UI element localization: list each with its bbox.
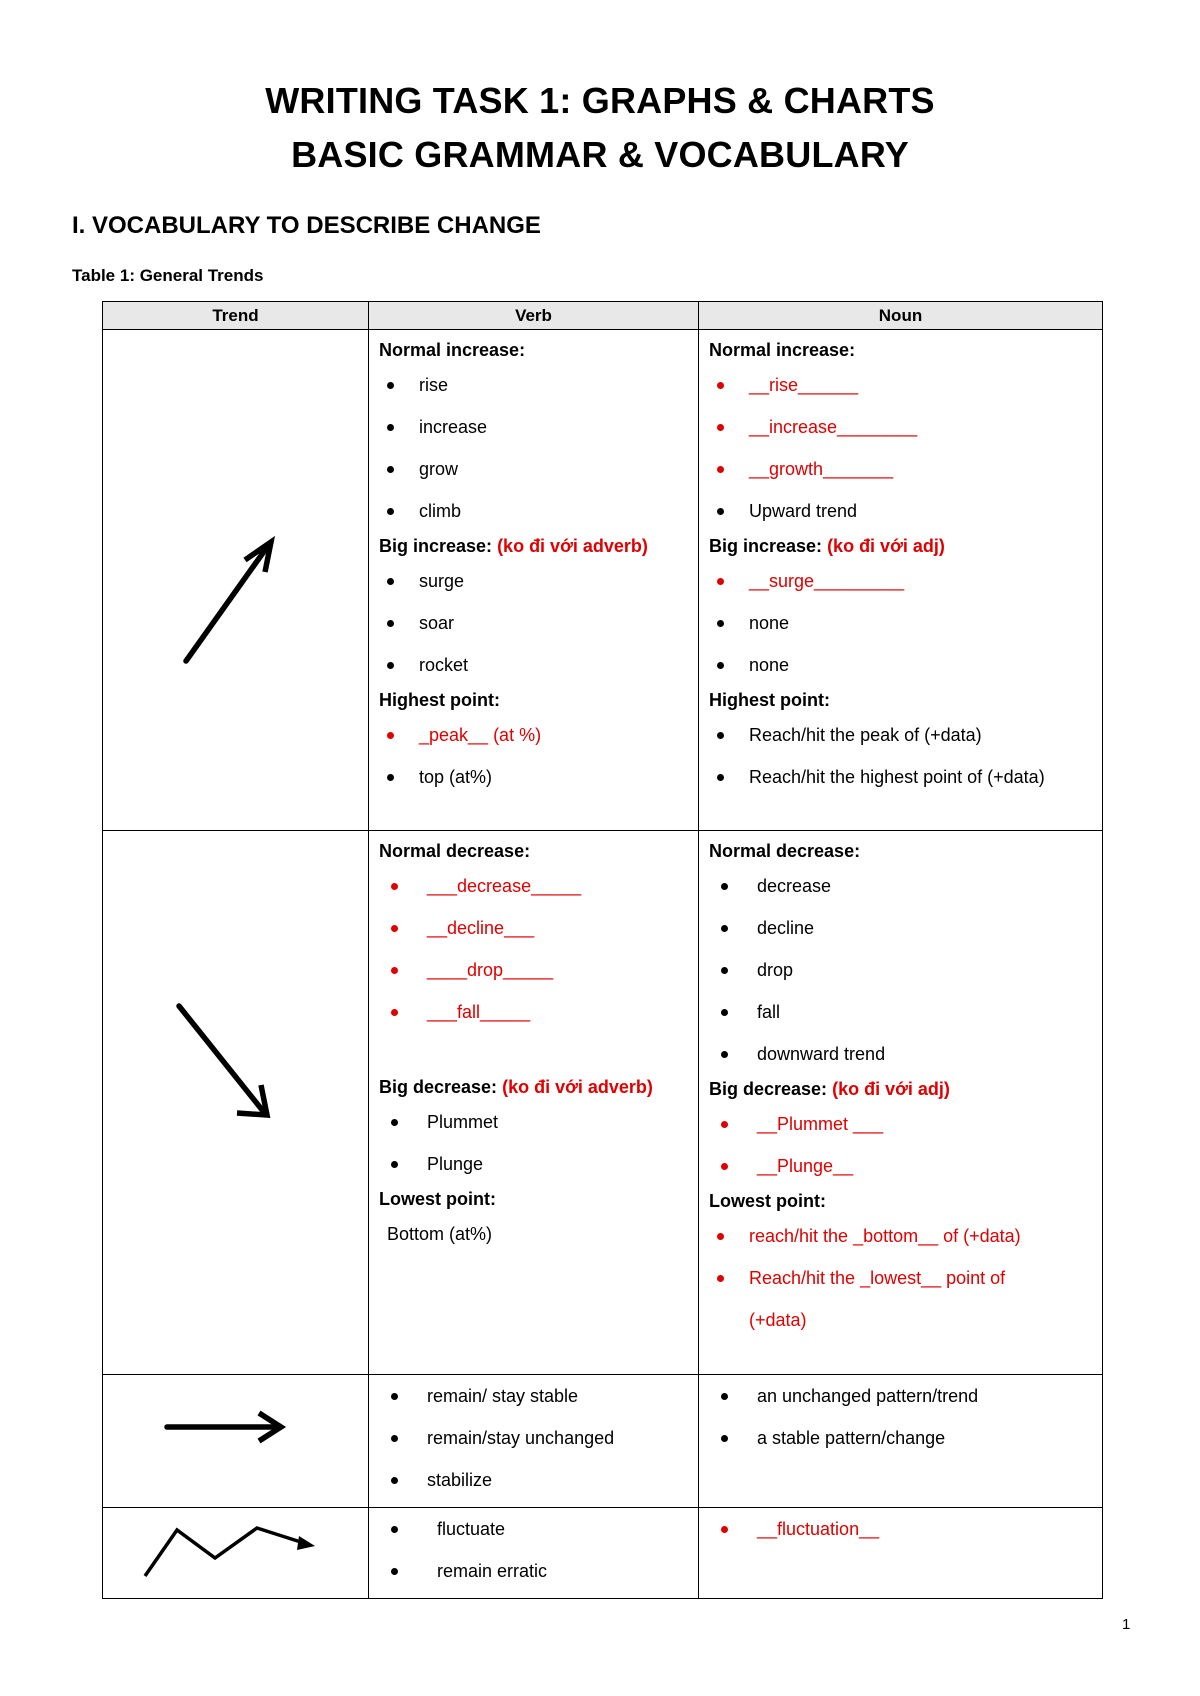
section-heading: I. VOCABULARY TO DESCRIBE CHANGE — [72, 212, 541, 239]
normal-increase-label: Normal increase: — [709, 340, 856, 360]
verb-cell-decrease — [369, 831, 699, 1375]
list-item: remain erratic — [379, 1550, 688, 1592]
list-item: drop — [709, 949, 1092, 991]
big-increase-label: Big increase: — [379, 536, 493, 556]
trend-cell-stable — [103, 1375, 369, 1508]
list-item: __fluctuation__ — [709, 1508, 1092, 1550]
highest-point-label: Highest point: — [709, 690, 830, 710]
table-caption: Table 1: General Trends — [72, 266, 264, 285]
normal-decrease-label: Normal decrease: — [709, 841, 861, 861]
arrow-up-right-icon — [103, 330, 369, 830]
trend-cell-fluctuate — [103, 1508, 369, 1599]
list-item: __decline___ — [379, 907, 688, 949]
list-item: increase — [379, 406, 688, 448]
list-item: __surge_________ — [709, 560, 1092, 602]
column-header-verb: Verb — [369, 302, 699, 330]
fluctuate-noun-list — [709, 1508, 1092, 1550]
big-decrease-noun-list — [709, 1103, 1092, 1187]
list-item: none — [709, 602, 1092, 644]
list-item: rocket — [379, 644, 688, 686]
list-item: top (at%) — [379, 756, 688, 798]
table-row-fluctuate — [103, 1508, 1103, 1599]
document-title-line2: BASIC GRAMMAR & VOCABULARY — [291, 134, 909, 175]
big-decrease-note: (ko đi với adverb) — [502, 1077, 653, 1097]
big-increase-noun-list — [709, 560, 1092, 686]
list-item: __Plummet ___ — [709, 1103, 1092, 1145]
list-item: Plummet — [379, 1101, 688, 1143]
list-item: Upward trend — [709, 490, 1092, 532]
noun-cell-decrease — [699, 831, 1103, 1375]
big-increase-verb-list — [379, 560, 688, 686]
lowest-point-label: Lowest point: — [379, 1189, 496, 1209]
list-item: decline — [709, 907, 1092, 949]
big-increase-note: (ko đi với adj) — [827, 536, 945, 556]
verb-cell-fluctuate — [369, 1508, 699, 1599]
normal-decrease-noun-list — [709, 865, 1092, 1075]
list-item: grow — [379, 448, 688, 490]
list-item: __Plunge__ — [709, 1145, 1092, 1187]
lowest-point-label: Lowest point: — [709, 1191, 826, 1211]
table-header-row — [103, 302, 1103, 330]
lowest-point-noun-continuation: (+data) — [749, 1310, 807, 1330]
list-item: none — [709, 644, 1092, 686]
arrow-down-right-icon — [103, 831, 369, 1371]
column-header-trend: Trend — [103, 302, 369, 330]
trend-cell-decrease — [103, 831, 369, 1375]
big-increase-note: (ko đi với adverb) — [497, 536, 648, 556]
list-item: __increase________ — [709, 406, 1092, 448]
list-item: Reach/hit the _lowest__ point of — [709, 1257, 1092, 1299]
list-item: fall — [709, 991, 1092, 1033]
noun-cell-increase — [699, 330, 1103, 831]
list-item: ___fall_____ — [379, 991, 688, 1033]
big-decrease-note: (ko đi với adj) — [832, 1079, 950, 1099]
big-decrease-verb-list — [379, 1101, 688, 1185]
list-item: _peak__ (at %) — [379, 714, 688, 756]
highest-point-label: Highest point: — [379, 690, 500, 710]
lowest-point-noun-list — [709, 1215, 1092, 1299]
list-item: rise — [379, 364, 688, 406]
list-item: a stable pattern/change — [709, 1417, 1092, 1459]
noun-cell-stable — [699, 1375, 1103, 1508]
stable-noun-list — [709, 1375, 1092, 1459]
big-decrease-label: Big decrease: — [379, 1077, 498, 1097]
lowest-point-verb-text: Bottom (at%) — [387, 1224, 493, 1244]
list-item: fluctuate — [379, 1508, 688, 1550]
list-item: ____drop_____ — [379, 949, 688, 991]
page-number: 1 — [1122, 1616, 1131, 1633]
table-row-stable — [103, 1375, 1103, 1508]
general-trends-table — [102, 301, 1103, 1599]
column-header-noun: Noun — [699, 302, 1103, 330]
highest-point-noun-list — [709, 714, 1092, 798]
list-item: remain/stay unchanged — [379, 1417, 688, 1459]
table-row-increase — [103, 330, 1103, 831]
list-item: soar — [379, 602, 688, 644]
noun-cell-fluctuate — [699, 1508, 1103, 1599]
normal-increase-verb-list — [379, 364, 688, 532]
stable-verb-list — [379, 1375, 688, 1501]
normal-increase-label: Normal increase: — [379, 340, 526, 360]
list-item: surge — [379, 560, 688, 602]
list-item: stabilize — [379, 1459, 688, 1501]
list-item: reach/hit the _bottom__ of (+data) — [709, 1215, 1092, 1257]
big-increase-label: Big increase: — [709, 536, 823, 556]
trend-cell-increase — [103, 330, 369, 831]
highest-point-verb-list — [379, 714, 688, 798]
big-decrease-label: Big decrease: — [709, 1079, 828, 1099]
fluctuate-verb-list — [379, 1508, 688, 1592]
arrow-right-icon — [103, 1375, 369, 1503]
list-item: decrease — [709, 865, 1092, 907]
table-row-decrease — [103, 831, 1103, 1375]
document-title-line1: WRITING TASK 1: GRAPHS & CHARTS — [265, 80, 935, 121]
list-item: remain/ stay stable — [379, 1375, 688, 1417]
verb-cell-stable — [369, 1375, 699, 1508]
list-item: Reach/hit the highest point of (+data) — [709, 756, 1092, 798]
list-item: Reach/hit the peak of (+data) — [709, 714, 1092, 756]
zigzag-arrow-icon — [103, 1508, 369, 1592]
list-item: Plunge — [379, 1143, 688, 1185]
list-item: downward trend — [709, 1033, 1092, 1075]
normal-increase-noun-list — [709, 364, 1092, 532]
verb-cell-increase — [369, 330, 699, 831]
normal-decrease-label: Normal decrease: — [379, 841, 531, 861]
list-item: climb — [379, 490, 688, 532]
list-item: __growth_______ — [709, 448, 1092, 490]
list-item: an unchanged pattern/trend — [709, 1375, 1092, 1417]
list-item: __rise______ — [709, 364, 1092, 406]
list-item: ___decrease_____ — [379, 865, 688, 907]
normal-decrease-verb-list — [379, 865, 688, 1033]
